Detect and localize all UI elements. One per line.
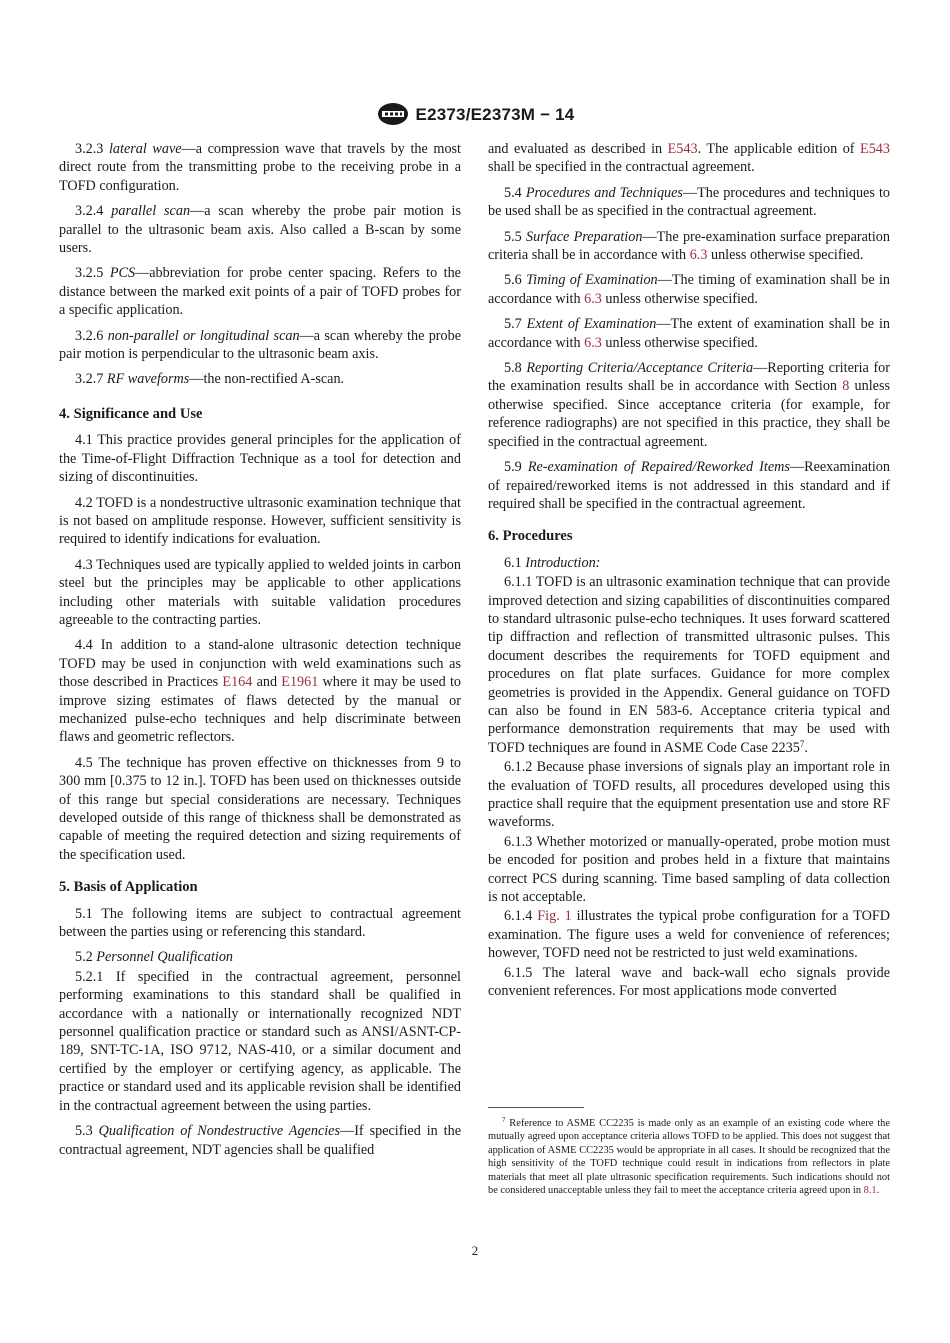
paragraph-4-4: 4.4 In addition to a stand-alone ultrasonic detection technique TOFD may be used in conjunction with weld examinations such as those described in Practices E164 and E1961 where it may be used to improve sizing estimates of flaws detected by the manual or mechanized pulse-echo techniques and help discriminate between flaws and geometric reflectors. xyxy=(59,637,461,746)
paragraph-3-2-4: 3.2.4 parallel scan—a scan whereby the probe pair motion is parallel to the ultrasonic beam axis. Also called a B-scan by some users. xyxy=(59,203,461,257)
section-heading-6: 6. Procedures xyxy=(488,528,573,545)
paragraph-6-1: 6.1 Introduction: xyxy=(504,554,601,571)
paragraph-5-9: 5.9 Re-examination of Repaired/Reworked Items—Reexamination of repaired/reworked items is not addressed in this standard and if required shall be specified in the contractual agreement. xyxy=(488,459,890,512)
paragraph-5-7: 5.7 Extent of Examination—The extent of examination shall be in accordance with 6.3 unless otherwise specified. xyxy=(488,316,891,351)
section-heading-4: 4. Significance and Use xyxy=(59,405,203,422)
link-e1961[interactable]: E1961 xyxy=(281,674,319,691)
paragraph-3-2-6: 3.2.6 non-parallel or longitudinal scan—a scan whereby the probe pair motion is perpendicular to the ultrasonic beam axis. xyxy=(59,327,462,363)
paragraph-5-4: 5.4 Procedures and Techniques—The procedures and techniques to be used shall be as specified in the contractual agreement. xyxy=(488,184,890,220)
paragraph-5-2-1: 5.2.1 If specified in the contractual agreement, personnel performing examinations to this standard shall be qualified in accordance with a nationally or internationally recognized NDT personnel qualification practice or standard such as ANSI/ASNT-CP-189, SNT-TC-1A, ISO 9712, NAS-410, or a similar document and certified by the employer or certifying agency, as applicable. The practice or standard used and its applicable revision shall be identified in the contractual agreement between the using parties. xyxy=(59,968,461,1114)
link-section-6-3[interactable]: 6.3 xyxy=(584,290,602,307)
paragraph-3-2-3: 3.2.3 lateral wave—a compression wave that travels by the most direct route from the transmitting probe to the receiving probe in a TOFD configuration. xyxy=(59,141,462,194)
paragraph-5-3: 5.3 Qualification of Nondestructive Agencies—If specified in the contractual agreement, NDT agencies shall be qualified xyxy=(59,1123,462,1158)
link-section-8[interactable]: 8 xyxy=(842,378,850,395)
paragraph-6-1-5: 6.1.5 The lateral wave and back-wall echo signals provide convenient references. For most applications mode converted xyxy=(488,964,890,1000)
link-section-8-1[interactable]: 8.1 xyxy=(863,1185,877,1197)
link-e543[interactable]: E543 xyxy=(860,141,890,157)
footnote-7: $^7$ Reference to ASME CC2235 is made only as an example of an existing code where the mutually agreed upon acceptance criteria allows TOFD to be applied. This does not suggest that application of ASME CC2235 would be appropriate in all cases. It should be recognized that the high sensitivity of the TOFD technique could result in indications from reflectors in plate materials that meet all plate ultrasonic specification requirements. Such indications should not be considered unacceptable unless they fail to meet the acceptance criteria agreed upon in 8.1. xyxy=(488,1116,890,1197)
document-designation: E2373/E2373M − 14 xyxy=(415,105,575,124)
page-header xyxy=(0,102,950,126)
paragraph-4-1: 4.1 This practice provides general principles for the application of the Time-of-Flight Diffraction Technique as a tool for detection and sizing of discontinuities. xyxy=(59,432,461,486)
section-heading-5: 5. Basis of Application xyxy=(59,879,198,896)
link-e164[interactable]: E164 xyxy=(222,674,253,691)
paragraph-5-2: 5.2 Personnel Qualification xyxy=(75,949,234,966)
footnote-ref-7[interactable]: 7 xyxy=(799,738,805,749)
paragraph-4-5: 4.5 The technique has proven effective on thicknesses from 9 to 300 mm [0.375 to 12 in.]. TOFD has been used on thicknesses outside of this range but special considerations are necessary. Techniques developed outside of this range of thickness shall be demonstrated as capable of meeting the required detection and sizing requirements of the specification used. xyxy=(59,754,461,863)
footnote-divider xyxy=(488,1107,584,1108)
paragraph-4-3: 4.3 Techniques used are typically applied to welded joints in carbon steel but the principles may be applicable to other applications including other materials with suitable validation procedures agreeable to the contracting parties. xyxy=(59,556,461,628)
paragraph-5-5: 5.5 Surface Preparation—The pre-examination surface preparation criteria shall be in accordance with 6.3 unless otherwise specified. xyxy=(488,228,890,264)
paragraph-4-2: 4.2 TOFD is a nondestructive ultrasonic examination technique that is not based on amplitude response. However, sufficient sensitivity is required to identify indications for evaluation. xyxy=(59,494,461,548)
paragraph-3-2-5: 3.2.5 PCS—abbreviation for probe center spacing. Refers to the distance between the marked exit points of a pair of TOFD probes for a specific application. xyxy=(59,265,461,319)
paragraph-5-1: 5.1 The following items are subject to contractual agreement between the parties using or referencing this standard. xyxy=(59,905,461,941)
paragraph-5-8: 5.8 Reporting Criteria/Acceptance Criteria—Reporting criteria for the examination results shall be in accordance with Section 8 unless otherwise specified. Since acceptance criteria (for example, for reference radiographs) are not specified in this practice, they shall be specified in the contractual agreement. xyxy=(488,360,890,450)
paragraph-3-2-7: 3.2.7 RF waveforms—the non-rectified A-scan. xyxy=(75,371,345,388)
page-number: 2 xyxy=(471,1243,479,1258)
left-column xyxy=(59,140,461,1166)
astm-logo-icon xyxy=(376,102,410,126)
link-fig-1[interactable]: Fig. 1 xyxy=(537,908,572,925)
link-section-6-3[interactable]: 6.3 xyxy=(689,247,708,264)
link-section-6-3[interactable]: 6.3 xyxy=(584,334,602,351)
paragraph-6-1-2: 6.1.2 Because phase inversions of signals play an important role in the evaluation of TOFD results, all procedures developed using this practice shall require that the equipment presentation use and store RF waveforms. xyxy=(488,759,890,831)
right-column xyxy=(488,140,890,1001)
paragraph-5-6: 5.6 Timing of Examination—The timing of examination shall be in accordance with 6.3 unless otherwise specified. xyxy=(488,272,891,307)
link-e543[interactable]: E543 xyxy=(667,141,698,157)
paragraph-6-1-1: 6.1.1 TOFD is an ultrasonic examination technique that can provide improved detection and sizing capabilities of discontinuities compared to standard ultrasonic pulse-echo techniques. It uses forward scattered tip diffraction and reflection of transmitted ultrasonic pulses. This document describes the requirements for TOFD equipment and procedures on flat plate surfaces. Guidance for more complex geometries is provided in the Appendix. General guidance on TOFD can also be found in EN 583-6. Acceptance criteria typical and performance demonstration requirements that may be used with TOFD techniques are found in ASME Code Case 2235$^7$. xyxy=(488,574,890,756)
paragraph-6-1-3: 6.1.3 Whether motorized or manually-operated, probe motion must be encoded for position and probes held in a fixture that maintains correct PCS during scanning. Time based sampling of data collection is not acceptable. xyxy=(488,833,890,906)
paragraph-5-3-continued: and evaluated as described in E543. The applicable edition of E543 shall be specified in the contractual agreement. xyxy=(488,141,890,176)
paragraph-6-1-4: 6.1.4 Fig. 1 illustrates the typical probe configuration for a TOFD examination. The figure uses a weld for convenience of references; however, TOFD need not be restricted to just weld examinations. xyxy=(488,908,890,962)
